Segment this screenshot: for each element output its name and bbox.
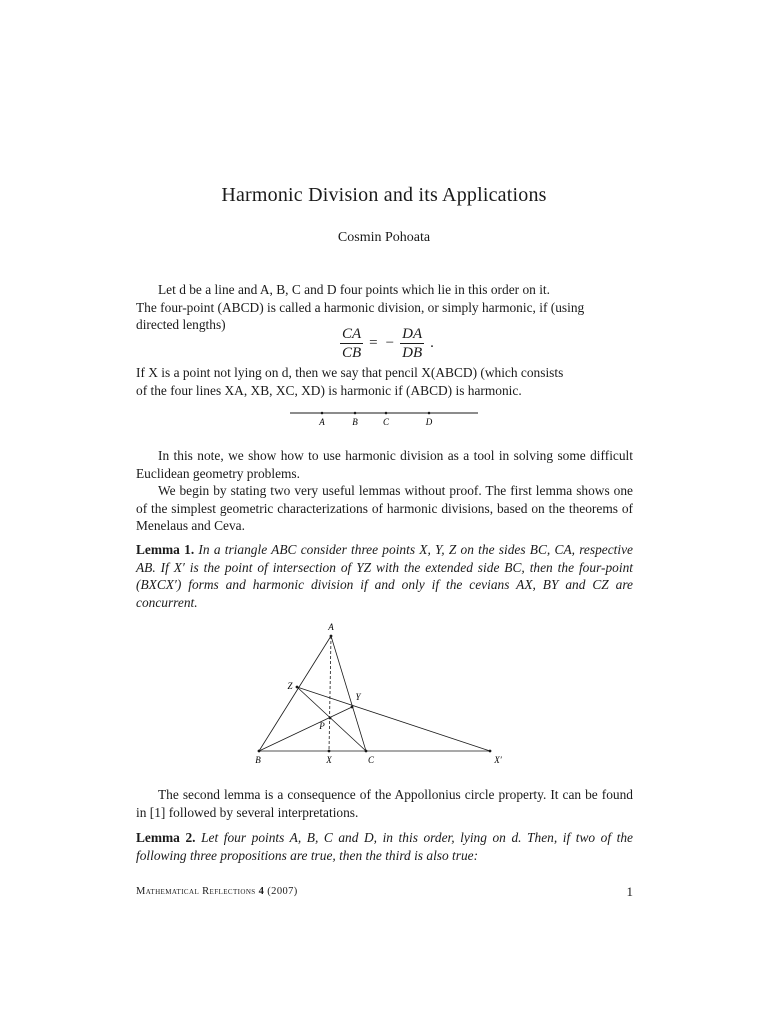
para-second: The second lemma is a consequence of the Appollonius circle property. It can be found in [1] followed by several interpretations. [136, 787, 633, 820]
label-point-x: X [326, 755, 332, 765]
label-c: C [382, 417, 390, 427]
point-c [385, 412, 388, 415]
point-p [329, 717, 332, 720]
intro-line-3: directed lengths) [136, 317, 226, 332]
fraction-left-denominator: CB [342, 345, 362, 361]
label-b: B [352, 417, 358, 427]
formula-period: . [430, 335, 434, 351]
para-note: In this note, we show how to use harmonic division as a tool in solving some difficult Euclidean geometry problems. [136, 448, 633, 481]
footer-journal: Mathematical Reflections [136, 886, 256, 897]
point-a [321, 412, 324, 415]
equals-sign: = [369, 335, 378, 351]
label-point-x-prime: X′ [494, 755, 502, 765]
footer-year: (2007) [267, 886, 298, 897]
lemma-2-body: Let four points A, B, C and D, in this order, lying on d. Then, if two of the following three propositions are true, then the third is also true: [136, 830, 633, 863]
lemma-1-body: In a triangle ABC consider three points X, Y, Z on the sides BC, CA, respective AB. If X′ is the point of intersection of YZ with the extended side BC, then the four-point (BXCX′) forms and harmonic division if and only if the cevians AX, BY and CZ are concurrent. [136, 542, 633, 610]
vertex-a [330, 635, 333, 638]
point-y [351, 706, 354, 709]
point-x-prime [489, 750, 492, 753]
label-d: D [425, 417, 433, 427]
triangle-figure [0, 618, 768, 768]
point-x [328, 750, 331, 753]
page-number: 1 [626, 884, 633, 899]
fraction-right-numerator: DA [402, 326, 423, 342]
label-point-p: P [319, 721, 325, 731]
fraction-right-denominator: DB [402, 345, 423, 361]
footer-issue: 4 [258, 886, 265, 897]
vertex-c [365, 750, 368, 753]
lemma-1-head: Lemma 1. [136, 542, 195, 557]
harmonic-formula [340, 326, 436, 361]
harmonic-line-figure [0, 404, 768, 444]
cevian-ax [329, 636, 331, 751]
para-lemmas: We begin by stating two very useful lemmas without proof. The first lemma shows one of the simplest geometric characterizations of harmonic divisions, based on the theorems of Menelaus and Ceva. [136, 483, 633, 533]
footer-citation [136, 886, 298, 897]
intro-line-2: The four-point (ABCD) is called a harmonic division, or simply harmonic, if (using [136, 299, 585, 315]
lemma-2 [136, 829, 633, 864]
fraction-left [340, 326, 363, 361]
author: Cosmin Pohoata [337, 230, 431, 245]
label-vertex-b: B [255, 755, 261, 765]
lemma-1 [136, 541, 633, 611]
point-z [296, 686, 299, 689]
point-b [354, 412, 357, 415]
label-vertex-a: A [328, 622, 334, 632]
fraction-right [400, 326, 424, 361]
vertex-b [258, 750, 261, 753]
fraction-left-numerator: CA [342, 326, 362, 342]
lemma-2-head: Lemma 2. [136, 830, 196, 845]
point-d [428, 412, 431, 415]
minus-sign: − [385, 335, 395, 351]
label-point-y: Y [355, 692, 361, 702]
side-ac [331, 636, 366, 751]
label-point-z: Z [287, 681, 293, 691]
page-title: Harmonic Division and its Applications [221, 184, 547, 206]
pencil-line-1: If X is a point not lying on d, then we say that pencil X(ABCD) (which consists [136, 365, 564, 380]
label-vertex-c: C [367, 755, 375, 765]
pencil-line-2: of the four lines XA, XB, XC, XD) is harmonic if (ABCD) is harmonic. [136, 382, 522, 398]
intro-line-1: Let d be a line and A, B, C and D four points which lie in this order on it. [158, 282, 550, 297]
label-a: A [319, 417, 325, 427]
